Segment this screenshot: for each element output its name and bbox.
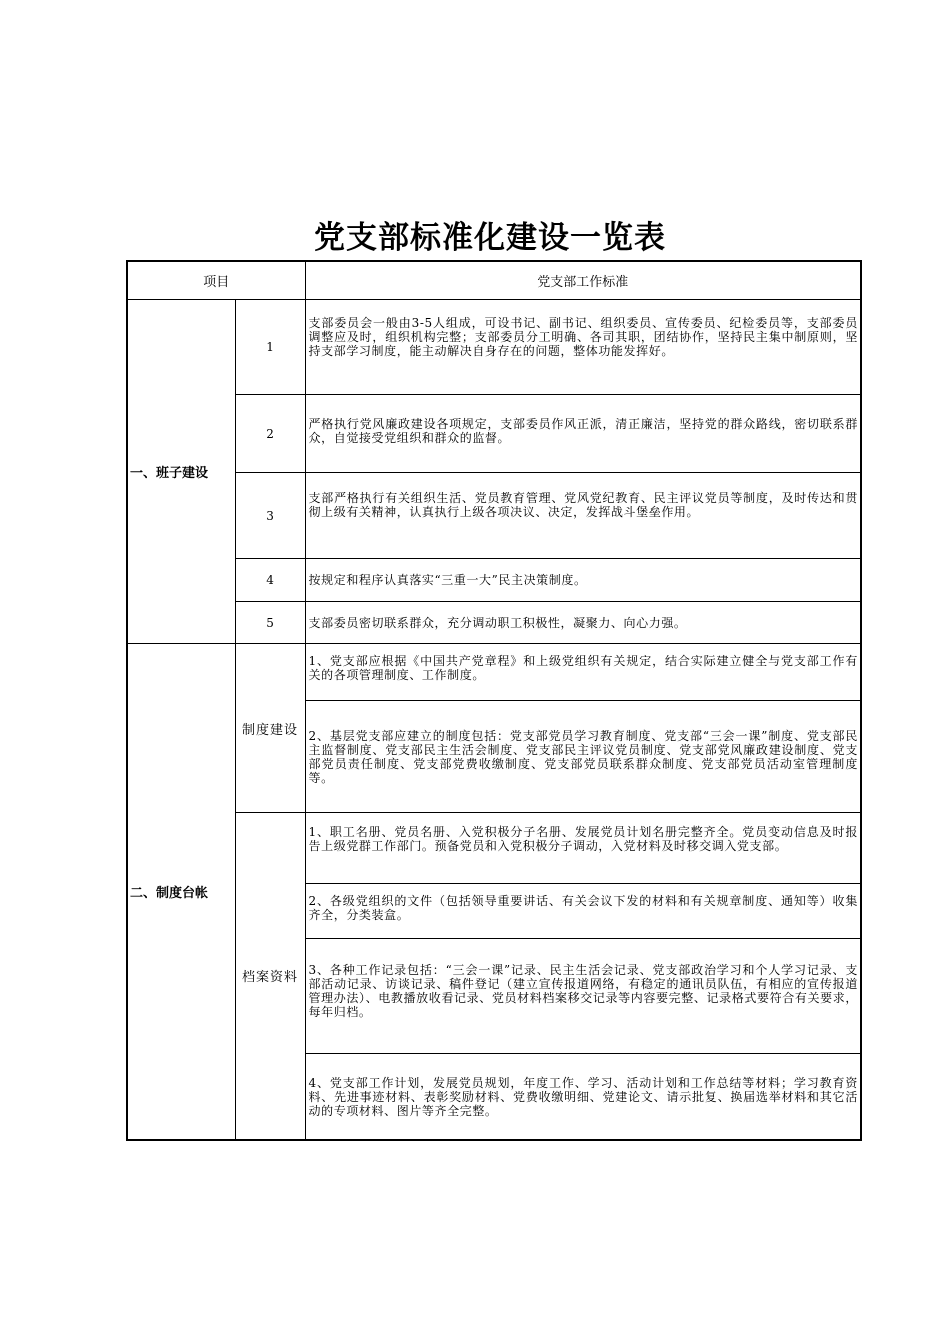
- table-row: [127, 395, 861, 473]
- table-row: [127, 602, 861, 644]
- header-standard: 党支部工作标准: [305, 261, 861, 300]
- row-number: 4: [235, 559, 305, 602]
- standards-table: [126, 260, 862, 1141]
- subcategory-archives: 档案资料: [235, 813, 305, 1140]
- standard-text: 支部委员密切联系群众，充分调动职工积极性，凝聚力、向心力强。: [305, 602, 861, 644]
- table-header-row: [127, 261, 861, 300]
- standard-text: 支部委员会一般由3-5人组成，可设书记、副书记、组织委员、宣传委员、纪检委员等，支部委员调整应及时，组织机构完整；支部委员分工明确、各司其职，团结协作，坚持民主集中制原则，坚持支部学习制度，能主动解决自身存在的问题，整体功能发挥好。: [305, 300, 861, 395]
- subcategory-rules: 制度建设: [235, 644, 305, 813]
- standard-text: 2、各级党组织的文件（包括领导重要讲话、有关会议下发的材料和有关规章制度、通知等）收集齐全，分类装盒。: [305, 884, 861, 939]
- table-row: [127, 559, 861, 602]
- standard-text: 3、各种工作记录包括：“三会一课”记录、民主生活会记录、党支部政治学习和个人学习记录、支部活动记录、访谈记录、稿件登记（建立宣传报道网络，有稳定的通讯员队伍，有相应的宣传报道管理办法）、电教播放收看记录、党员材料档案移交记录等内容要完整、记录格式要符合有关要求，每年归档。: [305, 939, 861, 1054]
- standard-text: 2、基层党支部应建立的制度包括：党支部党员学习教育制度、党支部“三会一课”制度、党支部民主监督制度、党支部民主生活会制度、党支部民主评议党员制度、党支部党风廉政建设制度、党支部党员责任制度、党支部党费收缴制度、党支部党员联系群众制度、党支部党员活动室管理制度等。: [305, 701, 861, 813]
- row-number: 1: [235, 300, 305, 395]
- row-number: 5: [235, 602, 305, 644]
- row-number: 3: [235, 473, 305, 559]
- table-row: [127, 813, 861, 884]
- standard-text: 严格执行党风廉政建设各项规定，支部委员作风正派，清正廉洁，坚持党的群众路线，密切联系群众，自觉接受党组织和群众的监督。: [305, 395, 861, 473]
- table-row: [127, 473, 861, 559]
- page-title: 党支部标准化建设一览表: [314, 220, 666, 256]
- header-project: 项目: [127, 261, 305, 300]
- category-team-building: 一、班子建设: [127, 300, 235, 644]
- standard-text: 支部严格执行有关组织生活、党员教育管理、党风党纪教育、民主评议党员等制度，及时传达和贯彻上级有关精神，认真执行上级各项决议、决定，发挥战斗堡垒作用。: [305, 473, 861, 559]
- category-rules-records: 二、制度台帐: [127, 644, 235, 1140]
- row-number: 2: [235, 395, 305, 473]
- standard-text: 按规定和程序认真落实“三重一大”民主决策制度。: [305, 559, 861, 602]
- standard-text: 1、职工名册、党员名册、入党积极分子名册、发展党员计划名册完整齐全。党员变动信息及时报告上级党群工作部门。预备党员和入党积极分子调动，入党材料及时移交调入党支部。: [305, 813, 861, 884]
- table-row: [127, 300, 861, 395]
- standard-text: 4、党支部工作计划，发展党员规划，年度工作、学习、活动计划和工作总结等材料；学习教育资料、先进事迹材料、表彰奖励材料、党费收缴明细、党建论文、请示批复、换届选举材料和其它活动的专项材料、图片等齐全完整。: [305, 1054, 861, 1140]
- table-row: [127, 644, 861, 701]
- standard-text: 1、党支部应根据《中国共产党章程》和上级党组织有关规定，结合实际建立健全与党支部工作有关的各项管理制度、工作制度。: [305, 644, 861, 701]
